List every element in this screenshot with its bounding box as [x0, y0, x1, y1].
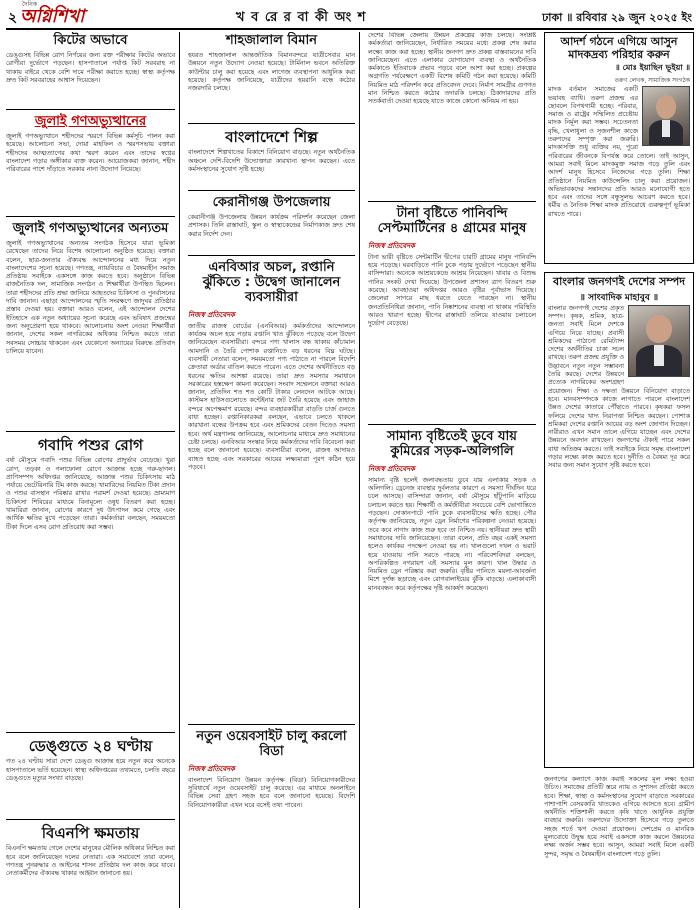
- page-header: [6, 2, 694, 30]
- column-3: [364, 32, 540, 908]
- dateline: ঢাকা ॥ রবিবার ২৯ জুন ২০২৫ ইং: [542, 11, 692, 24]
- article-headline: বিএনপি ক্ষমতায়: [41, 824, 140, 842]
- article-livestock-disease: [6, 435, 175, 733]
- section-title: খ ব রে র বা কী অং শ: [236, 10, 367, 25]
- article-headline: কিটের অভাবে: [53, 33, 128, 48]
- article-headline: কেরানীগঞ্জ উপজেলায়: [212, 195, 331, 210]
- article-headline: জুলাই গণঅভ্যুত্থানের: [34, 114, 147, 129]
- article-saint-martin-flood: [368, 205, 536, 425]
- article-byline: নিজস্ব প্রতিবেদক: [188, 763, 235, 773]
- column-2: [184, 32, 360, 908]
- page-number: ২: [8, 10, 18, 26]
- article-dengue: [6, 736, 175, 820]
- article-july-uprising: [6, 113, 175, 217]
- article-nbr-exports: [188, 259, 355, 725]
- article-headline: সামান্য বৃষ্টিতেই ডুবে যায় কুমিরের সড়ক-অলিগলি: [387, 429, 517, 459]
- article-body: বাংলাদেশে শিল্পখাতের বিকাশে বিনিয়োগ বাড়ছে। নতুন অর্থনৈতিক অঞ্চলে দেশি-বিদেশি উদ্যোক্তারা কারখানা স্থাপন করছেন। এতে কর্মসংস্থানের সুযোগ সৃষ্টি হচ্ছে।: [188, 149, 355, 173]
- article-body: গত ২৪ ঘণ্টায় সারা দেশে ডেঙ্গু আক্রান্ত হয়ে নতুন করে অনেকে হাসপাতালে ভর্তি হয়েছেন। স্বাস্থ্য অধিদপ্তরের তথ্যমতে, চলতি বছরে ডেঙ্গুতে মৃত্যুর সংখ্যা বাড়ছে।: [6, 758, 175, 782]
- op-ed-title: বাংলার জনগণই দেশের সম্পদ: [553, 275, 685, 288]
- article-july-organizer: [6, 220, 175, 432]
- article-headline: টানা বৃষ্টিতে পানিবন্দি সেপ্টমার্টিনের ৪ গ্রামের মানুষ: [377, 206, 527, 236]
- article-development: [368, 32, 536, 202]
- article-headline: শাহজালাল বিমান: [225, 33, 318, 48]
- op-ed-body: বাংলার জনগণই দেশের প্রকৃত সম্পদ। কৃষক, শ্রমিক, ছাত্র-জনতা সবাই মিলে দেশকে এগিয়ে নিয়ে যাচ্ছে। প্রবাসী শ্রমিকদের পাঠানো রেমিট্যান্স দেশের অর্থনীতির চাকা সচল রাখছে। তরুণ প্রজন্ম প্রযুক্তি ও উদ্ভাবনে নতুন নতুন সম্ভাবনা তৈরি করছে। দেশের উন্নয়নে প্রত্যেক নাগরিকের অংশগ্রহণ প্রয়োজন। শিক্ষা ও দক্ষতা উন্নয়নে বিনিয়োগ বাড়াতে হবে। মানবসম্পদকে কাজে লাগাতে পারলে বাংলাদেশ উন্নত দেশের কাতারে পৌঁছাতে পারবে। কৃষকরা ফসল ফলিয়ে দেশের খাদ্য নিরাপত্তা নিশ্চিত করছেন। পোশাক শ্রমিকরা দেশের রপ্তানি আয়ের বড় অংশ জোগান দিচ্ছেন। নারীরাও এখন সমান তালে এগিয়ে যাচ্ছেন এবং দেশের উন্নয়নে অবদান রাখছেন। জনগণের ঐক্যই পারে সকল বাধা অতিক্রম করতে। তাই সবাইকে নিয়ে সমৃদ্ধ বাংলাদেশ গড়ার লক্ষ্যে কাজ করতে হবে। দুর্নীতি ও বৈষম্য দূর করে সবার জন্য সমান সুযোগ সৃষ্টি করতে হবে।: [548, 304, 690, 470]
- article-bangladesh-industry: [188, 127, 355, 191]
- article-body: জুলাই গণঅভ্যুত্থানের অন্যতম সংগঠক হিসেবে যারা ভূমিকা রেখেছেন তাদের নিয়ে বিশেষ আলোচনা অনুষ্ঠিত হয়েছে। বক্তারা বলেন, ছাত্র-জনতার ঐক্যবদ্ধ আন্দোলনের মধ্য দিয়ে নতুন বাংলাদেশের সূচনা হয়েছে। গণতন্ত্র, ন্যায়বিচার ও বৈষম্যহীন সমাজ প্রতিষ্ঠায় সবাইকে একসঙ্গে কাজ করতে হবে। অনুষ্ঠানে বিভিন্ন রাজনৈতিক দল, সামাজিক সংগঠন ও শিক্ষার্থীরা উপস্থিত ছিলেন। তারা শহীদদের প্রতি শ্রদ্ধা জানিয়ে আহতদের চিকিৎসা ও পুনর্বাসনের দাবি জানান। এছাড়া আন্দোলনের স্মৃতি সংরক্ষণে জাদুঘর প্রতিষ্ঠার প্রস্তাব দেওয়া হয়। বক্তারা আরও বলেন, এই আন্দোলন দেশের ইতিহাসে এক নতুন অধ্যায়ের সূচনা করেছে এবং ভবিষ্যৎ প্রজন্মের জন্য অনুপ্রেরণা হয়ে থাকবে। আলোচনায় অংশ নেওয়া শিক্ষার্থীরা জানান, দেশের সকল নাগরিকের অধিকার নিশ্চিত করতে তারা সবসময় সোচ্চার থাকবেন এবং যেকোনো অন্যায়ের বিরুদ্ধে প্রতিবাদ চালিয়ে যাবেন।: [6, 239, 175, 355]
- opinion-title: আদর্শ গঠনে এগিয়ে আসুন মাদকদ্রব্য পরিহার করুন: [560, 35, 678, 61]
- article-headline: ডেঙ্গুতে ২৪ ঘণ্টায়: [28, 737, 153, 755]
- article-body: সামান্য বৃষ্টি হলেই জলাবদ্ধতায় ডুবে যায় এলাকার সড়ক ও অলিগলি। ড্রেনেজ ব্যবস্থার দুর্বলতার কারণে এ সমস্যা দীর্ঘদিন ধরে চলে আসছে। বাসিন্দারা জানান, বর্ষা মৌসুমে হাঁটুপানি মাড়িয়ে চলাচল করতে হয়। শিক্ষার্থী ও কর্মজীবীরা সবচেয়ে বেশি ভোগান্তিতে পড়ছেন। দোকানপাটে পানি ঢুকে ব্যবসায়ীদের ক্ষতি হচ্ছে। পৌর কর্তৃপক্ষ জানিয়েছে, নতুন ড্রেন নির্মাণের পরিকল্পনা নেওয়া হয়েছে। তবে কবে নাগাদ কাজ শুরু হবে তা নিশ্চিত নয়। স্থানীয়রা দ্রুত স্থায়ী সমাধানের দাবি জানিয়েছেন। তারা বলেন, প্রতি বছর একই সমস্যা হলেও কার্যকর পদক্ষেপ নেওয়া হয় না। খালগুলো দখল ও ভরাট হয়ে যাওয়ায় পানি সরতে পারছে না। পরিবেশবিদরা বলছেন, অপরিকল্পিত নগরায়ণ এই সমস্যার মূল কারণ। খাল উদ্ধার ও নিয়মিত ড্রেন পরিষ্কার করা জরুরি। বৃষ্টির পানিতে ময়লা-আবর্জনা মিশে দুর্গন্ধ ছড়াচ্ছে এবং রোগবালাইয়ের ঝুঁকি বাড়ছে। এলাকাবাসী মানববন্ধন করে কর্তৃপক্ষের দৃষ্টি আকর্ষণ করেছেন।: [368, 476, 536, 592]
- article-body: জুলাই গণঅভ্যুত্থানে শহীদদের স্মরণে বিভিন্ন কর্মসূচি পালন করা হয়েছে। আলোচনা সভা, দোয়া মাহফিল ও স্মরণসভায় বক্তারা শহীদদের আত্মত্যাগের কথা স্মরণ করেন এবং তাদের স্বপ্নের বাংলাদেশ গড়ার অঙ্গীকার ব্যক্ত করেন। আয়োজকরা জানান, শহীদ পরিবারের পাশে দাঁড়াতে সরকার নানা উদ্যোগ নিয়েছে।: [6, 132, 175, 174]
- article-keraniganj: [188, 194, 355, 256]
- article-body: জনগণের কল্যাণে কাজ করাই সকলের মূল লক্ষ্য হওয়া উচিত। সমাজের প্রতিটি স্তরে ন্যায় ও সুশাসন প্রতিষ্ঠা করতে হবে। শিক্ষা, স্বাস্থ্য ও কর্মসংস্থানের সুযোগ বাড়াতে সরকারের পাশাপাশি বেসরকারি খাতকেও এগিয়ে আসতে হবে। গ্রামীণ অর্থনীতি শক্তিশালী করতে কৃষি খাতে আধুনিক প্রযুক্তি ব্যবহার জরুরি। তরুণদের উদ্যোক্তা হিসেবে গড়ে তুলতে সহজ শর্তে ঋণ দেওয়া প্রয়োজন। দেশপ্রেম ও মানবিক মূল্যবোধে উদ্বুদ্ধ হয়ে সবাই একসঙ্গে কাজ করলে উন্নয়নের লক্ষ্য অর্জন সম্ভব হবে। আসুন, আমরা সবাই মিলে একটি সুন্দর, সমৃদ্ধ ও বৈষম্যহীন বাংলাদেশ গড়ে তুলি।: [544, 776, 694, 858]
- article-body: হযরত শাহজালাল আন্তর্জাতিক বিমানবন্দরে যাত্রীসেবার মান উন্নয়নে নতুন উদ্যোগ নেওয়া হয়েছে। টার্মিনাল ভবনে অতিরিক্ত কাউন্টার চালু করা হয়েছে এবং লাগেজ ব্যবস্থাপনা আধুনিক করা হয়েছে। কর্তৃপক্ষ জানিয়েছে, যাত্রীদের হয়রানি বন্ধে কঠোর নজরদারি চলছে।: [188, 51, 355, 93]
- author-photo: [642, 86, 690, 146]
- article-byline: নিজস্ব প্রতিবেদক: [368, 463, 415, 473]
- article-byline: নিজস্ব প্রতিবেদক: [368, 240, 415, 250]
- article-body: ডেঙ্গুসহ বিভিন্ন রোগ নির্ণয়ের জন্য রক্ত পরীক্ষার কিটের অভাবে রোগীরা দুর্ভোগে পড়ছেন। হাসপাতালে পর্যাপ্ত কিট সরবরাহ না থাকায় বাইরে থেকে বেশি দামে পরীক্ষা করাতে হচ্ছে। স্বাস্থ্য কর্তৃপক্ষ দ্রুত কিট সরবরাহের আশ্বাস দিয়েছেন।: [6, 51, 175, 84]
- article-headline: জুলাই গণঅভ্যুত্থানের অন্যতম: [12, 221, 169, 236]
- article-body: জাতীয় রাজস্ব বোর্ডের (এনবিআর) কর্মকর্তাদের আন্দোলনে কার্যক্রম অচল হয়ে পড়ায় রপ্তানি খাত ঝুঁকিতে পড়েছে বলে উদ্বেগ জানিয়েছেন ব্যবসায়ীরা। বন্দরে পণ্য খালাস বন্ধ থাকায় কাঁচামাল আমদানি ও তৈরি পোশাক রপ্তানিতে বড় ধরনের বিঘ্ন ঘটছে। ব্যবসায়ী নেতারা বলেন, সময়মতো পণ্য পাঠাতে না পারলে বিদেশি ক্রেতারা অর্ডার বাতিল করতে পারেন। এতে দেশের অর্থনীতিতে বড় ধরনের ক্ষতির আশঙ্কা রয়েছে। তারা দ্রুত সমস্যার সমাধানে সরকারের হস্তক্ষেপ কামনা করেছেন। সংবাদ সম্মেলনে বক্তারা আরও জানান, প্রতিদিন শত শত কোটি টাকার লেনদেন আটকে আছে। কাস্টমস হাউসগুলোতে কন্টেইনার জট তৈরি হয়েছে এবং জাহাজ বন্দরে অপেক্ষমাণ রয়েছে। বন্দর ব্যবহারকারীরা বাড়তি চার্জ গুনতে বাধ্য হচ্ছেন। রপ্তানিকারকরা বলছেন, এভাবে চলতে থাকলে কারখানা বন্ধের উপক্রম হবে এবং শ্রমিকদের বেতন দিতেও সমস্যা হবে। অর্থ মন্ত্রণালয় জানিয়েছে, আলোচনার মাধ্যমে দ্রুত সমাধানের চেষ্টা চলছে। এনবিআর সংস্কার নিয়ে কর্মকর্তাদের দাবি বিবেচনা করা হচ্ছে বলে জানানো হয়েছে। ব্যবসায়ীরা বলেন, রাজস্ব আদায়ও ব্যাহত হচ্ছে এবং সরকারের আয়ের লক্ষ্যমাত্রা পূরণ কঠিন হয়ে পড়বে।: [188, 322, 355, 471]
- article-bnp: [6, 823, 175, 907]
- bottom-right-article: [540, 776, 694, 908]
- article-headline: নতুন ওয়েবসাইট চালু করলো বিডা: [196, 729, 347, 759]
- article-body: টানা ভারী বৃষ্টিতে সেন্টমার্টিন দ্বীপের চারটি গ্রামের মানুষ পানিবন্দি হয়ে পড়েছে। ঘরবাড়িতে পানি ঢুকে পড়ায় দুর্ভোগে পড়েছেন স্থানীয় বাসিন্দারা। অনেকে আশ্রয়কেন্দ্রে আশ্রয় নিয়েছেন। খাবার ও বিশুদ্ধ পানির সংকট দেখা দিয়েছে। উপজেলা প্রশাসন ত্রাণ বিতরণ শুরু করেছে। আবহাওয়া অধিদপ্তর আরও বৃষ্টির পূর্বাভাস দিয়েছে। জেলেরা সাগরে মাছ ধরতে যেতে পারছেন না। স্থানীয় জনপ্রতিনিধিরা জানান, পানি নিষ্কাশনের ব্যবস্থা না থাকায় পরিস্থিতি আরও খারাপ হচ্ছে। দ্বীপের রাস্তাঘাট তলিয়ে যাওয়ায় চলাচলে দুর্ভোগ বেড়েছে।: [368, 253, 536, 328]
- op-ed-author: ॥ সাংবাদিক মাহাবুব ॥: [579, 292, 659, 303]
- opinion-column: [540, 32, 694, 268]
- article-headline: এনবিআর অচল, রপ্তানি ঝুঁকিতে : উদ্বেগ জানালেন ব্যবসায়ীরা: [202, 260, 341, 305]
- article-kit-shortage: [6, 32, 175, 110]
- article-body: বাংলাদেশ বিনিয়োগ উন্নয়ন কর্তৃপক্ষ (বিডা) বিনিয়োগকারীদের সুবিধার্থে নতুন ওয়েবসাইট চালু করেছে। এর মাধ্যমে অনলাইনে বিভিন্ন সেবা গ্রহণ সহজ হবে বলে জানানো হয়েছে। বিদেশি বিনিয়োগকারীরা এখন ঘরে বসেই তথ্য পাবেন।: [188, 776, 355, 809]
- article-headline: গবাদি পশুর রোগ: [37, 436, 143, 454]
- article-shahjalal-airport: [188, 32, 355, 124]
- article-headline: বাংলাদেশে শিল্প: [225, 128, 318, 146]
- opinion-role: তরুণ লেখক, সামাজিক সংগঠক: [614, 77, 690, 85]
- masthead-subtitle: দৈনিক: [22, 1, 38, 8]
- masthead-logo: অগ্নিশিখা: [20, 6, 85, 27]
- article-body: বর্ষা মৌসুমে গবাদি পশুর বিভিন্ন রোগের প্রাদুর্ভাব বেড়েছে। খুরা রোগ, তড়কা ও গলাফোলা রোগে আক্রান্ত হচ্ছে গরু-ছাগল। প্রাণিসম্পদ অধিদপ্তর জানিয়েছে, আক্রান্ত পশুর চিকিৎসায় মাঠ পর্যায়ে ভেটেরিনারি টিম কাজ করছে। খামারিদের নিয়মিত টিকা প্রদান ও পশুর বাসস্থান পরিষ্কার রাখার পরামর্শ দেওয়া হয়েছে। ভ্রাম্যমাণ চিকিৎসা শিবিরের মাধ্যমে বিনামূল্যে ওষুধ বিতরণ করা হচ্ছে। খামারিরা জানান, রোগের কারণে দুধ উৎপাদন কমে গেছে এবং আর্থিক ক্ষতির মুখে পড়েছেন তারা। কর্মকর্তারা বলছেন, সময়মতো টিকা দিলে এসব রোগ প্রতিরোধ করা সম্ভব।: [6, 457, 175, 531]
- column-1: [6, 32, 180, 908]
- article-body: দেশের বিভিন্ন জেলায় উন্নয়ন প্রকল্পের কাজ চলছে। সংশ্লিষ্ট কর্মকর্তারা জানিয়েছেন, নির্ধারিত সময়ের মধ্যে প্রকল্প শেষ করার লক্ষ্যে কাজ করা হচ্ছে। স্থানীয় জনগণ দ্রুত প্রকল্প বাস্তবায়নের দাবি জানিয়েছেন। এতে এলাকার যোগাযোগ ব্যবস্থা ও অর্থনৈতিক কর্মকাণ্ডে ইতিবাচক প্রভাব পড়বে বলে আশা করা হচ্ছে। প্রকল্পের অগ্রগতি পর্যবেক্ষণে একটি বিশেষ কমিটি গঠন করা হয়েছে। কমিটি নিয়মিত মাঠ পরিদর্শন করে প্রতিবেদন দেবে। নির্মাণ সামগ্রীর গুণগত মান নিশ্চিত করতে কঠোর তদারকি চলছে। ঠিকাদারদের প্রতি সতর্কবার্তা দেওয়া হয়েছে যাতে কাজে কোনো অনিয়ম না হয়।: [368, 32, 536, 106]
- author-photo: [628, 305, 690, 377]
- article-byline: নিজস্ব প্রতিবেদক: [188, 309, 235, 319]
- op-ed-box: [544, 272, 694, 768]
- article-body: কেরানীগঞ্জ উপজেলায় উন্নয়ন কার্যক্রম পরিদর্শন করেছেন জেলা প্রশাসক। তিনি রাস্তাঘাট, স্কুল ও স্বাস্থ্যকেন্দ্রের নির্মাণকাজ দ্রুত শেষ করার নির্দেশ দেন।: [188, 213, 355, 238]
- article-waterlogging: [368, 428, 536, 898]
- opinion-author: ॥ মোঃ ইয়াছিন ভূইয়া ॥: [615, 62, 690, 73]
- column-4: [540, 272, 694, 772]
- article-body: বিএনপি ক্ষমতায় গেলে দেশের মানুষের মৌলিক অধিকার নিশ্চিত করা হবে বলে জানিয়েছেন দলের নেতারা। এক সমাবেশে তারা বলেন, গণতন্ত্র পুনরুদ্ধার ও আইনের শাসন প্রতিষ্ঠায় দল কাজ করে যাবে। নেতাকর্মীদের ঐক্যবদ্ধ থাকার আহ্বান জানানো হয়।: [6, 845, 175, 878]
- opinion-body: মাদক বর্তমান সমাজের একটি ভয়াবহ ব্যাধি। তরুণ প্রজন্ম এর ছোবলে বিপথগামী হচ্ছে। পরিবার, সমাজ ও রাষ্ট্রের সম্মিলিত প্রচেষ্টায় মাদক নির্মূল করা সম্ভব। সচেতনতা বৃদ্ধি, খেলাধুলা ও সৃজনশীল কাজে তরুণদের সম্পৃক্ত করা জরুরি। মাদকাসক্তি শুধু ব্যক্তির নয়, পুরো পরিবারের জীবনকে বিপর্যস্ত করে তোলে। তাই আসুন, আমরা সবাই মিলে মাদকমুক্ত সমাজ গড়ে তুলি এবং আদর্শ মানুষ হিসেবে নিজেদের গড়ে তুলি। শিক্ষা প্রতিষ্ঠানে নিয়মিত কাউন্সেলিং চালু করা প্রয়োজন। অভিভাবকদের সন্তানদের প্রতি আরও মনোযোগী হতে হবে এবং তাদের সঙ্গে বন্ধুসুলভ আচরণ করতে হবে। ধর্মীয় ও নৈতিক শিক্ষা মাদক প্রতিরোধে গুরুত্বপূর্ণ ভূমিকা রাখতে পারে।: [548, 86, 690, 218]
- article-bida-website: [188, 728, 355, 908]
- opinion-box: [544, 32, 694, 264]
